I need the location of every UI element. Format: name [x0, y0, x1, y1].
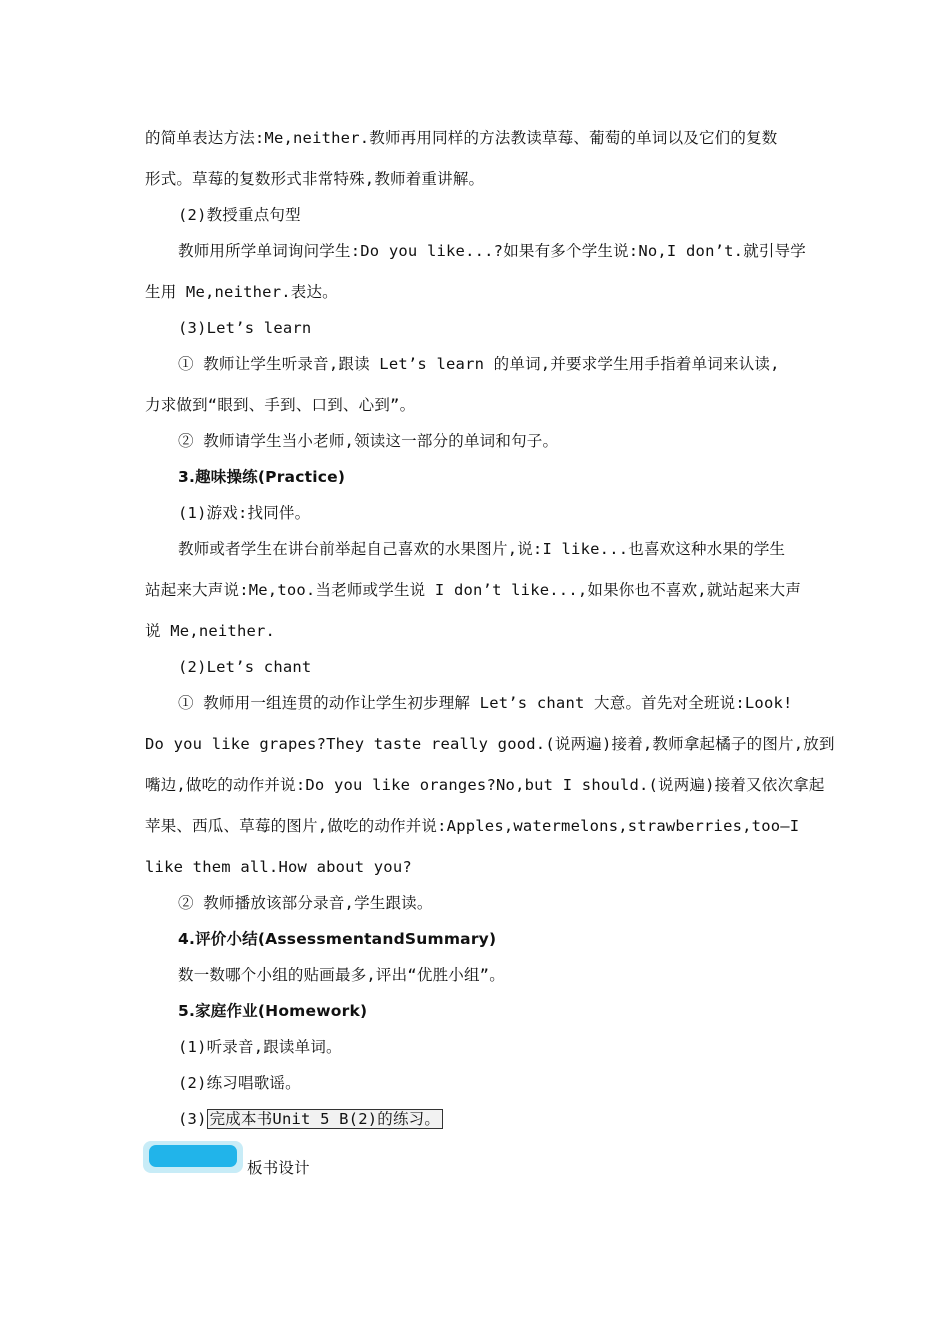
- homework-item-3-number: (3): [178, 1110, 207, 1128]
- section-heading: 5.家庭作业(Homework): [178, 1002, 368, 1020]
- text-line: ① 教师用一组连贯的动作让学生初步理解 Let’s chant 大意。首先对全班说:Look!: [178, 694, 793, 712]
- text-line: 嘴边,做吃的动作并说:Do you like oranges?No,but I should.(说两遍)接着又依次拿起: [145, 776, 825, 794]
- text-line: 的简单表达方法:Me,neither.教师再用同样的方法教读草莓、葡萄的单词以及它们的复数: [145, 129, 778, 147]
- section-badge-icon: [143, 1141, 243, 1173]
- homework-item-3: [178, 1109, 443, 1129]
- section-heading: (3)Let’s learn: [178, 319, 312, 337]
- text-line: 站起来大声说:Me,too.当老师或学生说 I don’t like...,如果你也不喜欢,就站起来大声: [145, 581, 802, 599]
- text-line: 生用 Me,neither.表达。: [145, 283, 338, 301]
- board-design-heading: 板书设计: [247, 1159, 310, 1177]
- text-line: 力求做到“眼到、手到、口到、心到”。: [145, 396, 416, 414]
- text-line: 形式。草莓的复数形式非常特殊,教师着重讲解。: [145, 170, 485, 188]
- text-line: like them all.How about you?: [145, 858, 412, 876]
- text-line: ② 教师播放该部分录音,学生跟读。: [178, 894, 433, 912]
- section-heading: 4.评价小结(AssessmentandSummary): [178, 930, 497, 948]
- text-line: 教师用所学单词询问学生:Do you like...?如果有多个学生说:No,I don’t.就引导学: [178, 242, 806, 260]
- section-badge-fill: [149, 1145, 237, 1167]
- text-line: (1)听录音,跟读单词。: [178, 1038, 342, 1056]
- section-heading: (1)游戏:找同伴。: [178, 504, 311, 522]
- text-line: 苹果、西瓜、草莓的图片,做吃的动作并说:Apples,watermelons,strawberries,too—I: [145, 817, 800, 835]
- text-line: ① 教师让学生听录音,跟读 Let’s learn 的单词,并要求学生用手指着单词来认读,: [178, 355, 780, 373]
- section-heading: 3.趣味操练(Practice): [178, 468, 346, 486]
- text-line: Do you like grapes?They taste really good.(说两遍)接着,教师拿起橘子的图片,放到: [145, 735, 835, 753]
- homework-item-3-text: 完成本书Unit 5 B(2)的练习。: [207, 1109, 443, 1129]
- section-heading: (2)教授重点句型: [178, 206, 301, 224]
- section-heading: (2)Let’s chant: [178, 658, 312, 676]
- text-line: 数一数哪个小组的贴画最多,评出“优胜小组”。: [178, 966, 505, 984]
- text-line: 说 Me,neither.: [145, 622, 276, 640]
- text-line: 教师或者学生在讲台前举起自己喜欢的水果图片,说:I like...也喜欢这种水果的学生: [178, 540, 786, 558]
- text-line: ② 教师请学生当小老师,领读这一部分的单词和句子。: [178, 432, 559, 450]
- text-line: (2)练习唱歌谣。: [178, 1074, 301, 1092]
